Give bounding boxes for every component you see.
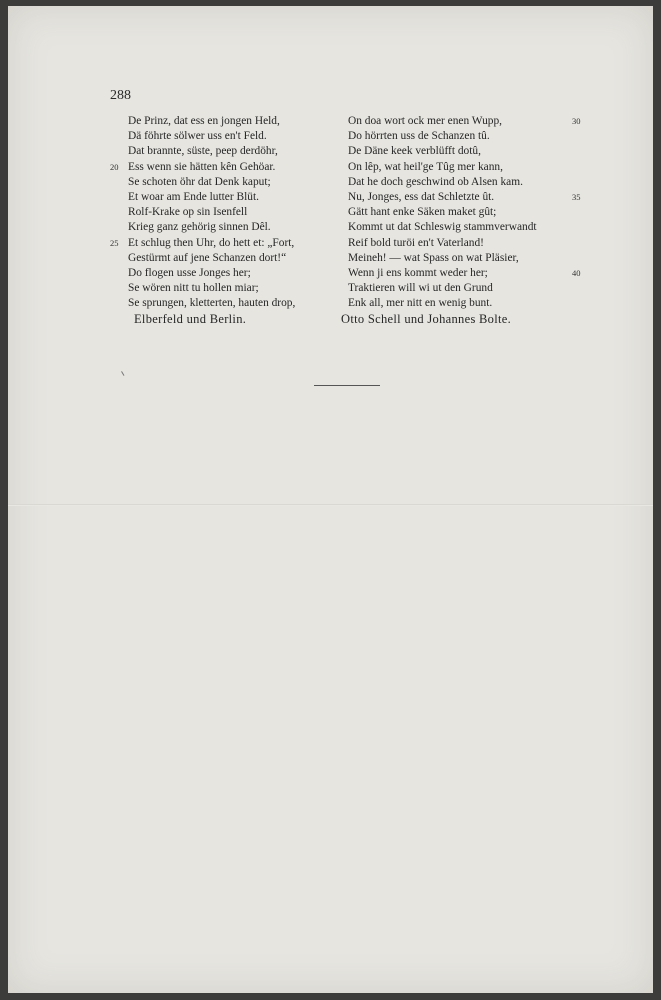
- verse-line: Rolf-Krake op sin Isenfell: [128, 206, 248, 219]
- line-number-25: 25: [110, 237, 119, 248]
- line-number-30: 30: [572, 116, 581, 126]
- verse-line: On doa wort ock mer enen Wupp,: [348, 115, 503, 127]
- verse-line: Traktieren will wi ut den Grund: [348, 282, 493, 295]
- verse-line: Dat he doch geschwind ob Alsen kam.: [348, 175, 523, 188]
- line-number-35: 35: [572, 192, 581, 202]
- verse-line: Meineh! — wat Spass on wat Pläsier,: [348, 251, 519, 264]
- verse-line: Kommt ut dat Schleswig stammverwandt: [348, 221, 537, 234]
- verse-line: Gestürmt auf jene Schanzen dort!“: [128, 251, 287, 264]
- verse-line: Se sprungen, kletterten, hauten drop,: [128, 297, 296, 310]
- verse-line: De Prinz, dat ess en jongen Held,: [128, 115, 280, 127]
- verse-line: Se schoten öhr dat Denk kaput;: [128, 175, 271, 188]
- verse-line: Nu, Jonges, ess dat Schletzte ût.: [348, 190, 495, 203]
- poem-right-column: [348, 114, 537, 311]
- verse-line: Enk all, mer nitt en wenig bunt.: [348, 297, 493, 310]
- verse-line: Dä föhrte sölwer uss en't Feld.: [128, 130, 267, 143]
- verse-line: Do flogen usse Jonges her;: [128, 266, 251, 279]
- verse-line: On lêp, wat heil'ge Tûg mer kann,: [348, 160, 503, 173]
- line-number-40: 40: [572, 268, 581, 278]
- verse-line: Ess wenn sie hätten kên Gehöar.: [128, 160, 276, 173]
- verse-line: Wenn ji ens kommt weder her;: [348, 266, 488, 279]
- verse-line: Do hörrten uss de Schanzen tû.: [348, 130, 490, 143]
- page-number: 288: [110, 88, 131, 103]
- verse-line: Et schlug then Uhr, do hett et: „Fort,: [128, 236, 295, 249]
- section-divider: [314, 385, 380, 386]
- document-page: [8, 6, 653, 993]
- signature-place: Elberfeld und Berlin.: [134, 312, 247, 326]
- verse-line: Se wören nitt tu hollen miar;: [128, 282, 259, 295]
- verse-line: De Däne keek verblüfft dotû,: [348, 145, 481, 158]
- verse-line: Et woar am Ende lutter Blüt.: [128, 190, 259, 203]
- signature-authors: Otto Schell und Johannes Bolte.: [341, 312, 512, 326]
- verse-line: Reif bold turöi en't Vaterland!: [348, 236, 484, 249]
- verse-line: Krieg ganz gehörig sinnen Dêl.: [128, 221, 271, 234]
- verse-line: Dat brannte, süste, peep derdöhr,: [128, 145, 278, 158]
- page-fold-crease: [8, 504, 653, 506]
- verse-line: Gätt hant enke Säken maket gût;: [348, 206, 497, 219]
- poem-left-column: [128, 114, 295, 311]
- line-number-20: 20: [110, 161, 119, 172]
